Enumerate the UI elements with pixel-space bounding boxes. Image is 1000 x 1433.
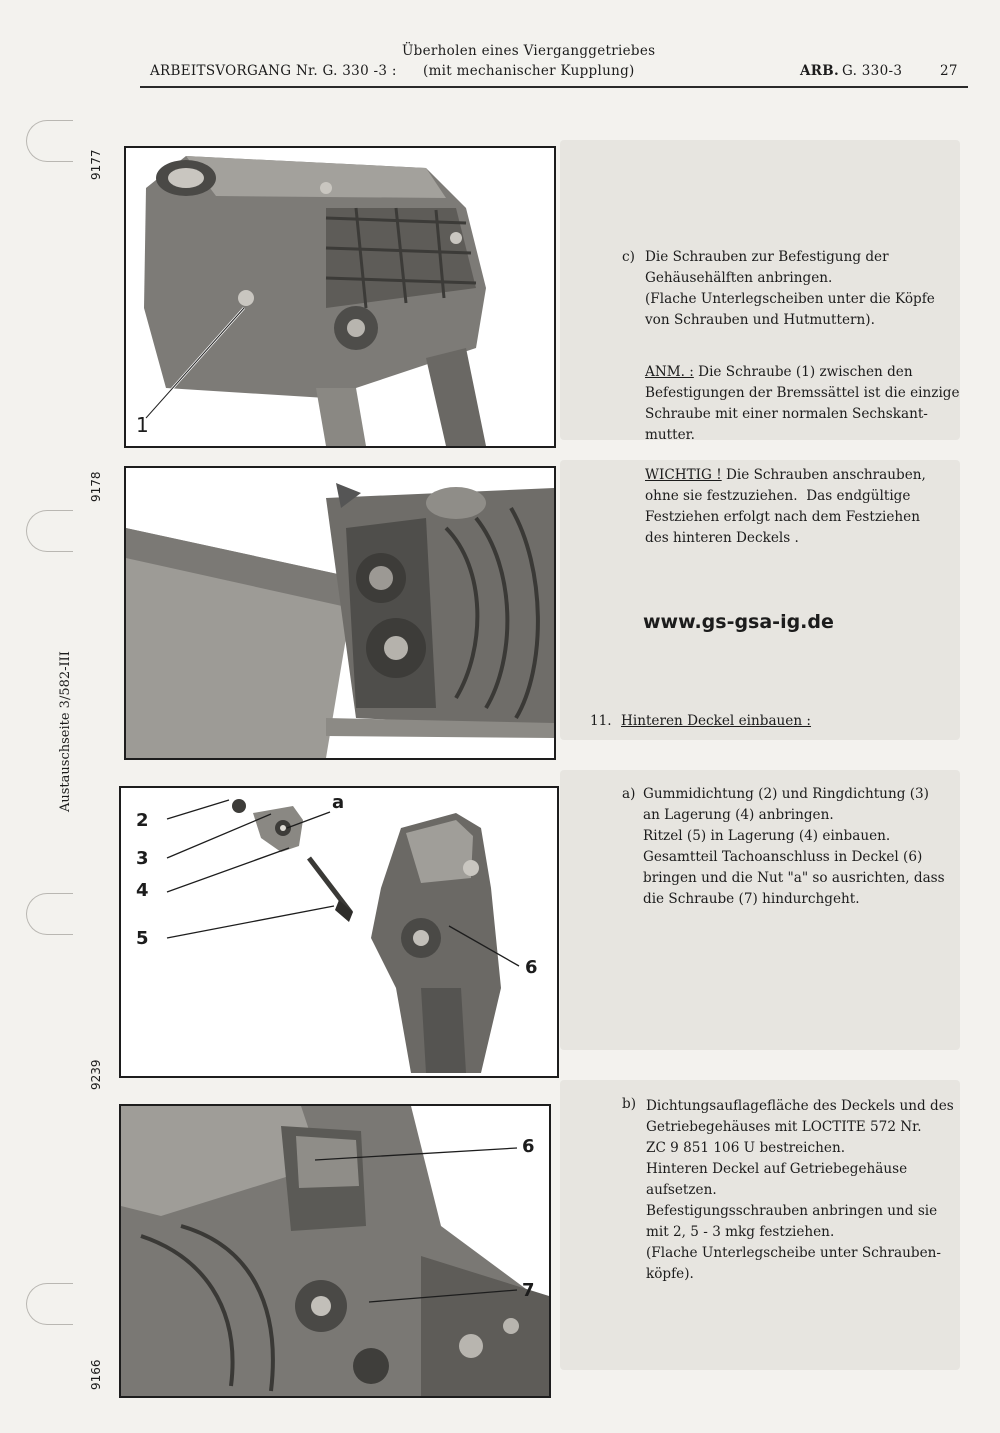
figure-callout: 1 — [136, 413, 149, 437]
gearbox-on-stand-photo — [126, 468, 554, 758]
website-link[interactable]: www.gs-gsa-ig.de — [643, 611, 834, 633]
header-title-line1: Überholen eines Vierganggetriebes — [402, 43, 656, 59]
important-line1-rest: Die Schrauben anschrauben, — [721, 467, 926, 483]
header-title-line2: (mit mechanischer Kupplung) — [423, 63, 635, 79]
step-a-line: die Schraube (7) hindurchgeht. — [643, 891, 860, 907]
binder-hole — [26, 120, 73, 162]
important-line: des hinteren Deckels . — [645, 530, 799, 546]
step-a-line: Gesamtteil Tachoanschluss in Deckel (6) — [643, 849, 923, 865]
step-a-line: bringen und die Nut "a" so ausrichten, dass — [643, 870, 945, 886]
step-b-line: Hinteren Deckel auf Getriebegehäuse — [646, 1161, 908, 1177]
figure-callout: 6 — [522, 1136, 535, 1157]
note-first-line — [645, 362, 913, 383]
figure-number: 9166 — [89, 1359, 103, 1390]
figure-callout: 5 — [136, 928, 149, 949]
step-b-letter: b) — [622, 1096, 637, 1112]
section-11-number: 11. — [590, 713, 612, 729]
gearbox-housing-photo — [126, 148, 554, 446]
step-b-line: Befestigungsschrauben anbringen und sie — [646, 1203, 938, 1219]
note-line: Befestigungen der Bremssättel ist die einzige — [645, 385, 960, 401]
important-line: Festziehen erfolgt nach dem Festziehen — [645, 509, 920, 525]
figure-callout: 7 — [522, 1280, 535, 1301]
binder-hole — [26, 510, 73, 552]
step-b-line: (Flache Unterlegscheibe unter Schrauben- — [646, 1245, 942, 1261]
important-line: ohne sie festzuziehen. Das endgültige — [645, 488, 911, 504]
step-c-line: Gehäusehälften anbringen. — [645, 270, 833, 286]
header-ref-code: G. 330-3 — [842, 63, 903, 79]
important-first-line — [645, 465, 926, 486]
step-b-line: aufsetzen. — [646, 1182, 717, 1198]
figure-callout: a — [332, 792, 345, 813]
step-b-line: Getriebegehäuses mit LOCTITE 572 Nr. — [646, 1119, 922, 1135]
step-a-letter: a) — [622, 786, 636, 802]
figure-callout: 2 — [136, 810, 149, 831]
note-line1-rest: Die Schraube (1) zwischen den — [693, 364, 913, 380]
section-11-title: Hinteren Deckel einbauen : — [621, 713, 812, 729]
callout-lines-figure-9166 — [119, 1104, 547, 1394]
header-ref-label: ARB. — [800, 63, 840, 79]
step-c-letter: c) — [622, 249, 635, 265]
step-b-line: Dichtungsauflagefläche des Deckels und des — [646, 1098, 954, 1114]
step-b-line: mit 2, 5 - 3 mkg festziehen. — [646, 1224, 835, 1240]
note-line: mutter. — [645, 427, 695, 443]
figure-callout: 6 — [525, 957, 538, 978]
header-operation-label: ARBEITSVORGANG Nr. G. 330 -3 : — [150, 63, 397, 79]
callout-lines-figure-9239 — [119, 786, 555, 1074]
step-b-line: ZC 9 851 106 U bestreichen. — [646, 1140, 846, 1156]
step-a-line: Ritzel (5) in Lagerung (4) einbauen. — [643, 828, 891, 844]
step-a-line: an Lagerung (4) anbringen. — [643, 807, 834, 823]
figure-callout: 4 — [136, 880, 149, 901]
figure-number: 9177 — [89, 149, 103, 180]
figure-9177 — [124, 146, 556, 448]
note-label: ANM. : — [645, 364, 694, 380]
figure-number: 9239 — [89, 1059, 103, 1090]
figure-number: 9178 — [89, 471, 103, 502]
side-label: Austauschseite 3/582-III — [58, 651, 73, 812]
figure-callout: 3 — [136, 848, 149, 869]
important-label: WICHTIG ! — [645, 467, 722, 483]
note-line: Schraube mit einer normalen Sechskant- — [645, 406, 928, 422]
figure-9178 — [124, 466, 556, 760]
binder-hole — [26, 893, 73, 935]
step-b-line: köpfe). — [646, 1266, 694, 1282]
binder-hole — [26, 1283, 73, 1325]
header-rule — [140, 86, 968, 88]
step-c-line: Die Schrauben zur Befestigung der — [645, 249, 889, 265]
step-c-line: (Flache Unterlegscheiben unter die Köpfe — [645, 291, 935, 307]
step-a-line: Gummidichtung (2) und Ringdichtung (3) — [643, 786, 929, 802]
page-number: 27 — [940, 63, 958, 79]
step-c-line: von Schrauben und Hutmuttern). — [645, 312, 875, 328]
